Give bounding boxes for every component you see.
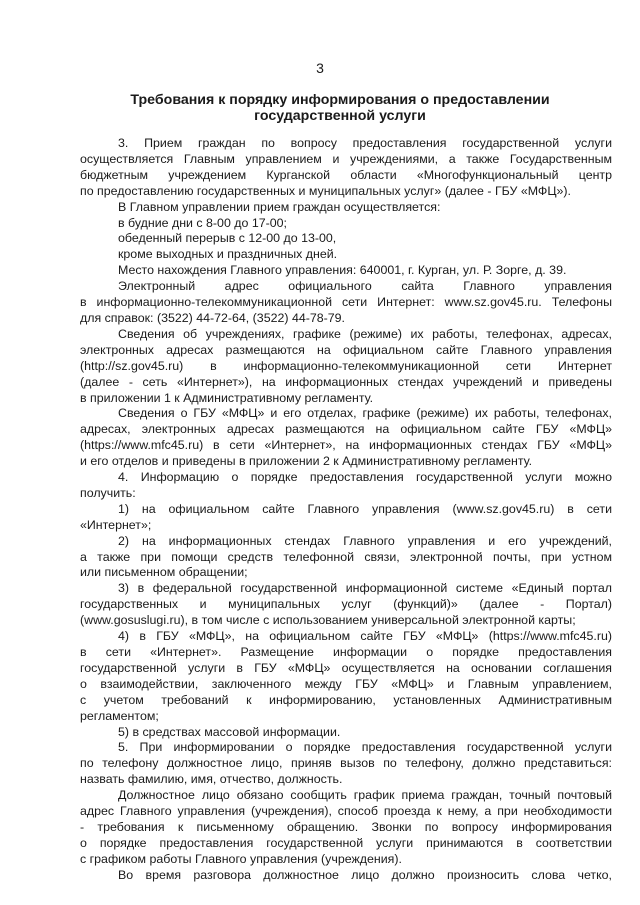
text-line: 4. Информацию о порядке предоставления государственной услуги можно xyxy=(118,470,612,485)
text-line: 4) в ГБУ «МФЦ», на официальном сайте ГБУ «МФЦ» (https://www.mfc45.ru) xyxy=(118,629,612,644)
text-line: (далее - сеть «Интернет»), на информационных стендах учреждений и приведены xyxy=(80,374,612,389)
text-line: электронных адресах размещаются на официальном сайте Главного управления xyxy=(80,342,612,357)
text-line: получить: xyxy=(80,485,136,500)
text-line: осуществляется Главным управлением и учреждениями, а также Государственным xyxy=(80,151,612,166)
text-line: с графиком работы Главного управления (учреждения). xyxy=(80,851,402,866)
page-number: 3 xyxy=(316,60,324,76)
text-line: (https://www.mfc45.ru) в сети «Интернет», на информационных стендах ГБУ «МФЦ» xyxy=(80,438,612,453)
text-line: (http://sz.gov45.ru) в информационно-телекоммуникационной сети Интернет xyxy=(80,358,612,373)
text-line: В Главном управлении прием граждан осуществляется: xyxy=(118,199,441,214)
section-title xyxy=(80,92,600,124)
text-line: государственных и муниципальных услуг (функций)» (далее - Портал) xyxy=(80,597,612,612)
text-line: Электронный адрес официального сайта Главного управления xyxy=(118,279,612,294)
text-line: 3) в федеральной государственной информационной системе «Единый портал xyxy=(118,581,612,596)
text-line: 5) в средствах массовой информации. xyxy=(118,724,341,739)
text-line: 1) на официальном сайте Главного управления (www.sz.gov45.ru) в сети xyxy=(118,501,612,516)
text-line: в приложении 1 к Административному регламенту. xyxy=(80,390,374,405)
text-line: в сети «Интернет». Размещение информации о порядке предоставления xyxy=(80,645,612,659)
text-line: 3. Прием граждан по вопросу предоставления государственной услуги xyxy=(118,136,612,150)
text-line: Во время разговора должностное лицо должно произносить слова четко, xyxy=(118,867,612,882)
text-line: о порядке предоставления государственной услуги принимаются в соответствии xyxy=(80,835,612,850)
text-line: «Интернет»; xyxy=(80,517,152,532)
text-line: о взаимодействии, заключенного между ГБУ «МФЦ» и Главным управлением, xyxy=(80,676,612,691)
text-line: 2) на информационных стендах Главного управления и его учреждений, xyxy=(118,533,612,548)
text-line: Сведения о ГБУ «МФЦ» и его отделах, графике (режиме) их работы, телефонах, xyxy=(118,406,612,421)
text-line: обеденный перерыв с 12-00 до 13-00, xyxy=(118,231,337,246)
text-line: кроме выходных и праздничных дней. xyxy=(118,247,338,262)
text-line: Сведения об учреждениях, графике (режиме) их работы, телефонах, адресах, xyxy=(118,326,612,341)
text-line: а также при помощи средств телефонной связи, электронной почты, при устном xyxy=(80,549,612,564)
text-line: - требования к письменному обращению. Звонки по вопросу информирования xyxy=(80,819,612,834)
section-title-line-2: государственной услуги xyxy=(254,108,426,124)
text-line: по предоставлению государственных и муниципальных услуг» (далее - ГБУ «МФЦ»). xyxy=(80,183,571,198)
text-line: адрес Главного управления (учреждения), способ проезда к нему, а при необходимости xyxy=(80,804,612,819)
section-title-line-1: Требования к порядку информирования о предоставлении xyxy=(130,92,550,108)
text-line: бюджетным учреждением Курганской области «Многофункциональный центр xyxy=(80,167,612,182)
text-line: по телефону должностное лицо, приняв вызов по телефону, должно представиться: xyxy=(80,756,612,771)
text-line: в будние дни с 8-00 до 17-00; xyxy=(118,215,287,230)
text-line: в информационно-телекоммуникационной сети Интернет: www.sz.gov45.ru. Телефоны xyxy=(80,295,612,310)
text-line: и его отделов и приведены в приложении 2 к Административному регламенту. xyxy=(80,454,533,469)
text-line: или письменном обращении; xyxy=(80,565,248,580)
text-line: государственной услуги в ГБУ «МФЦ» осуществляется на основании соглашения xyxy=(80,660,612,675)
text-line: (www.gosuslugi.ru), в том числе с использованием универсальной электронной карты; xyxy=(80,613,576,628)
text-line: регламентом; xyxy=(80,708,159,723)
text-line: с учетом требований к информированию, установленных Административным xyxy=(80,692,612,707)
document-body xyxy=(80,136,612,884)
text-line: Место нахождения Главного управления: 640001, г. Курган, ул. Р. Зорге, д. 39. xyxy=(118,263,567,278)
text-line: адресах, электронных адресах размещаются на официальном сайте ГБУ «МФЦ» xyxy=(80,422,612,437)
text-line: назвать фамилию, имя, отчество, должность. xyxy=(80,772,343,787)
text-line: Должностное лицо обязано сообщить график приема граждан, точный почтовый xyxy=(118,788,612,803)
text-line: 5. При информировании о порядке предоставления государственной услуги xyxy=(118,740,612,755)
text-line: для справок: (3522) 44-72-64, (3522) 44-78-79. xyxy=(80,310,345,325)
